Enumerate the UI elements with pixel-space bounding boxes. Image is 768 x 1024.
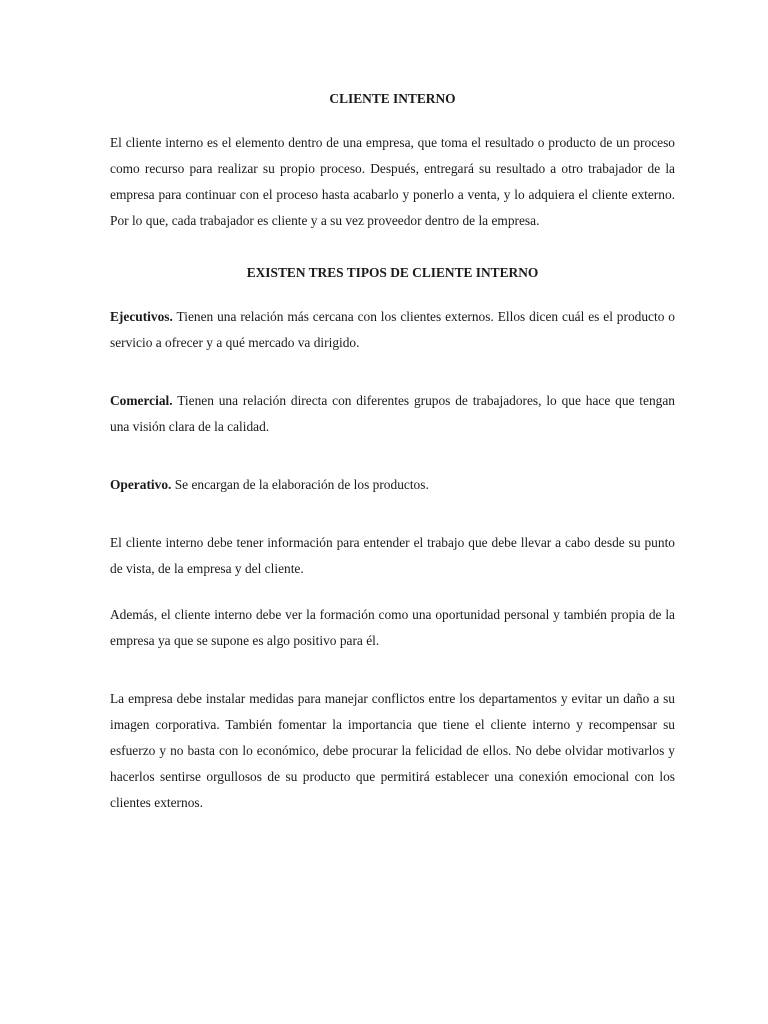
type-term: Comercial. (110, 393, 173, 408)
body-paragraph: La empresa debe instalar medidas para manejar conflictos entre los departamentos y evitar un daño a su imagen corporativa. También fomentar la importancia que tiene el cliente interno y recompensar su esfuerzo y no basta con lo económico, debe procurar la felicidad de ellos. No debe olvidar motivarlos y hacerlos sentirse orgullosos de su producto que permitirá establecer una conexión emocional con los clientes externos. (110, 691, 675, 810)
type-comercial (110, 388, 675, 440)
type-operativo (110, 472, 675, 498)
intro-paragraph: El cliente interno es el elemento dentro de una empresa, que toma el resultado o producto de un proceso como recurso para realizar su propio proceso. Después, entregará su resultado a otro trabajador de la empresa para continuar con el proceso hasta acabarlo y ponerlo a venta, y lo adquiera el cliente externo. Por lo que, cada trabajador es cliente y a su vez proveedor dentro de la empresa. (110, 135, 675, 228)
document-body (110, 86, 675, 816)
type-text: Tienen una relación más cercana con los clientes externos. Ellos dicen cuál es el producto o servicio a ofrecer y a qué mercado va dirigido. (110, 309, 675, 350)
body-paragraph: El cliente interno debe tener información para entender el trabajo que debe llevar a cabo desde su punto de vista, de la empresa y del cliente. (110, 535, 675, 576)
body-paragraph: Además, el cliente interno debe ver la formación como una oportunidad personal y también propia de la empresa ya que se supone es algo positivo para él. (110, 607, 675, 648)
section-heading: EXISTEN TRES TIPOS DE CLIENTE INTERNO (246, 265, 539, 280)
type-term: Operativo. (110, 477, 172, 492)
type-text: Se encargan de la elaboración de los productos. (171, 477, 429, 492)
document-title: CLIENTE INTERNO (329, 91, 456, 106)
type-term: Ejecutivos. (110, 309, 173, 324)
type-ejecutivos (110, 304, 675, 356)
type-text: Tienen una relación directa con diferentes grupos de trabajadores, lo que hace que tengan una visión clara de la calidad. (110, 393, 675, 434)
